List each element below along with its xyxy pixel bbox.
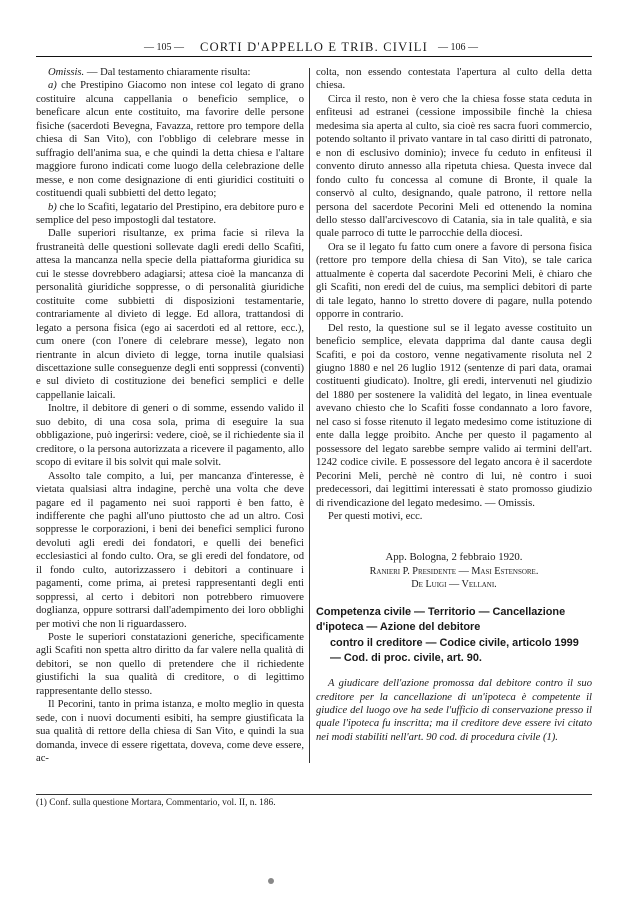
header-rule: [36, 56, 592, 57]
column-divider: [309, 68, 310, 763]
paragraph: [36, 402, 304, 469]
paragraph-lead: a): [48, 80, 57, 92]
paragraph: [36, 470, 304, 631]
paragraph: [36, 631, 304, 698]
paragraph-text: — Dal testamento chiaramente risulta:: [84, 67, 251, 78]
decision-judges: De Luigi — Vellani.: [411, 579, 497, 591]
print-mark: [268, 878, 274, 884]
paragraph-text: che Prestipino Giacomo non intese col legato di grano costituire alcuna cappellania o beneficio semplice, o beneficare alcun ente costituito, ma favorire delle persone fisiche (sacerdoti Bevegna, Favazza, rettore pro tempore della chiesa di San Vito), con l'obbligo di celebrare messe in suffragio dell'anima sua, e che quindi la detta chiesa e l'altare maggiore furono indicati come luogo della celebrazione delle messe, e non come designazione di enti giuridici costituiti o costituendi quali subbietti del detto legato;: [36, 80, 304, 200]
page-number-right: — 106 —: [438, 42, 478, 53]
paragraph-text: Inoltre, il debitore di generi o di somme, essendo valido il suo debito, di una cosa sola, prima di eseguire la sua obbligazione, può ingerirsi: vedere, cioè, se il richiedente sia il creditore, o la persona autorizzata a ricevere il pagamento, allo scopo di evitare il bis solvit qui male solvit.: [36, 403, 304, 469]
decision-president: Ranieri P. Presidente — Masi Estensore.: [369, 565, 539, 577]
paragraph-lead: Omissis.: [48, 67, 85, 78]
paragraph: [36, 698, 304, 764]
paragraph-text: Dalle superiori risultanze, ex prima facie si rileva la frustraneità delle questioni sollevate dagli eredi dello Scafiti, attesa la mancanza nella specie della piattaforma giuridica su cui le stesse dovrebbero adagiarsi; attesa cioè la mancanza di personalità giuridiche soppresse, o di personalità giuridiche costituite come subbietti di disposizioni testamentarie, contrariamente al divieto di legge. Ed allora, trattandosi di legato a persona fisica (ego ai sacerdoti ed al rettore, ecc.), cum onere (con l'onere di celebrare messe), legato non rientrante in alcun divieto di legge, torna inutile qualsiasi discettazione sulle conseguenze degli enti soppressi (conventi) e sul divieto di costituzione dei benefici semplici e delle cappellanie laicali.: [36, 228, 304, 401]
footnote-rule: [36, 794, 592, 795]
running-title: CORTI D'APPELLO E TRIB. CIVILI: [200, 40, 428, 54]
decision-court-date: App. Bologna, 2 febbraio 1920.: [385, 551, 523, 564]
paragraph: [36, 79, 304, 200]
paragraph: [36, 227, 304, 402]
page-number-left: — 105 —: [144, 42, 184, 53]
paragraph-lead: b): [48, 201, 57, 213]
headnote: A giudicare dell'azione promossa dal debitore contro il suo creditore per la cancellazione di un'ipoteca è competente il giudice del luogo ove ha sede l'ufficio di conservazione presso il quale l'ipoteca fu inscritta; ma il creditore deve essere ivi citato nei modi stabiliti nell'art. 90 cod. di procedura civile (1).: [316, 678, 592, 743]
left-column: [36, 66, 304, 764]
paragraph: [36, 201, 304, 228]
paragraph: Per questi motivi, ecc.: [328, 510, 423, 522]
section-title-line2: contro il creditore — Codice civile, articolo 1999 — Cod. di proc. civile, art. 90.: [330, 636, 579, 664]
paragraph: colta, non essendo contestata l'apertura al culto della detta chiesa.: [316, 67, 592, 92]
running-header: [36, 38, 592, 58]
section-title: [316, 605, 592, 666]
paragraph: Circa il resto, non è vero che la chiesa fosse stata ceduta in enfiteusi ad estranei (cessione impossibile finchè la chiesa medesima sia aperta al culto, sia cioè res sacra fuori commercio, potendo soltanto il privato vantare in tal caso diritti di patronato, e non di esclusivo dominio); invece fu ceduto in enfiteusi il convento diruto annesso alla ripetuta chiesa. Questa invece dal fondo culto fu concessa al comune di Bronte, il quale la conservò al culto, designando, quale patrono, il rettore nella persona del sacerdote Pecorini Meli ed ottenendo la nomina dello stesso dall'arcivescovo di Catania, sia in tale qualità, e sia quale parroco di tutte le parrocchie della diocesi.: [316, 93, 592, 240]
paragraph-text: Poste le superiori constatazioni generiche, specificamente agli Scafiti non spetta altro diritto da far valere nella qualità di debitori, se non quello di pretendere che il richiedente giustifichi la sua qualità di creditore, o di legittimo rappresentante dello stesso.: [36, 632, 304, 697]
section-title-line1: Competenza civile — Territorio — Cancellazione d'ipoteca — Azione del debitore: [316, 606, 566, 634]
paragraph: Del resto, la questione sul se il legato avesse costituito un beneficio semplice, elevata dapprima dal dante causa degli Scafiti, e poi da costoro, venne negativamente risoluta nel 2 giugno 1880 e nel 26 luglio 1912 (sentenze di pari data, oramai costituenti giudicato). Inoltre, gli eredi, intervenuti nel giudizio del 1880 per sostenere la validità del legato, in linea eventuale avevano chiesto che lo Scafiti fosse condannato a loro favore, nel caso si fosse ritenuto il legato medesimo come istituzione di ente dalla legge proibito. Anche per questo il pagamento al possessore del legato sarebbe sempre valido ai termini dell'art. 1242 codice civile. E possessore del legato ancora è il sacerdote Pecorini Meli, perchè nè contro di lui, nè contro i suoi predecessori, dai legittimi interessati è stato promosso giudizio di rivendicazione del legato medesimo. — Omissis.: [316, 322, 592, 509]
paragraph-text: Assolto tale compito, a lui, per mancanza d'interesse, è vietata qualsiasi altra indagine, perchè una volta che deve pagare ed il pagamento nei suoi rapporti è ben fatto, è indifferente che paghi all'uno piuttosto che ad un altro. Così soppresse le corporazioni, i beni dei benefici semplici furono devoluti agli eredi dei fondatori, e quelli dei benefici ecclesiastici al fondo culto. Ora, se gli eredi del fondatore, od il fondo culto, autorizzassero i debitori a continuare i pagamenti, come prima, ai pretesi rappresentanti degli enti soppressi, al certo i debitori non potrebbero rimuovere doglianza, oppure sottrarsi dall'adempimento dei loro obblighi per motivi che non li riguardassero.: [36, 470, 304, 630]
paragraph-text: Il Pecorini, tanto in prima istanza, e molto meglio in questa sede, con i nuovi documenti esibiti, ha sempre giustificata la sua qualità di rettore della chiesa di San Vito, e quindi la sua domanda, invece di essere rigettata, doveva, come deve essere, ac-: [36, 699, 304, 764]
footnote: (1) Conf. sulla questione Mortara, Commentario, vol. II, n. 186.: [36, 798, 276, 808]
paragraph: [36, 66, 304, 79]
paragraph-text: che lo Scafiti, legatario del Prestipino, era debitore puro e semplice del peso impostogli dal testatore.: [36, 201, 304, 226]
paragraph: Ora se il legato fu fatto cum onere a favore di persona fisica (rettore pro tempore della chiesa di San Vito), se tale carica attualmente è coperta dal sacerdote Pecorini Meli, è chiaro che gli Scafiti, non eredi del de cuius, ma semplici debitori di parte di tale legato, hanno lo stretto dovere di pagare, nulla potendo opporre in contrario.: [316, 241, 592, 321]
right-column: [316, 66, 592, 764]
